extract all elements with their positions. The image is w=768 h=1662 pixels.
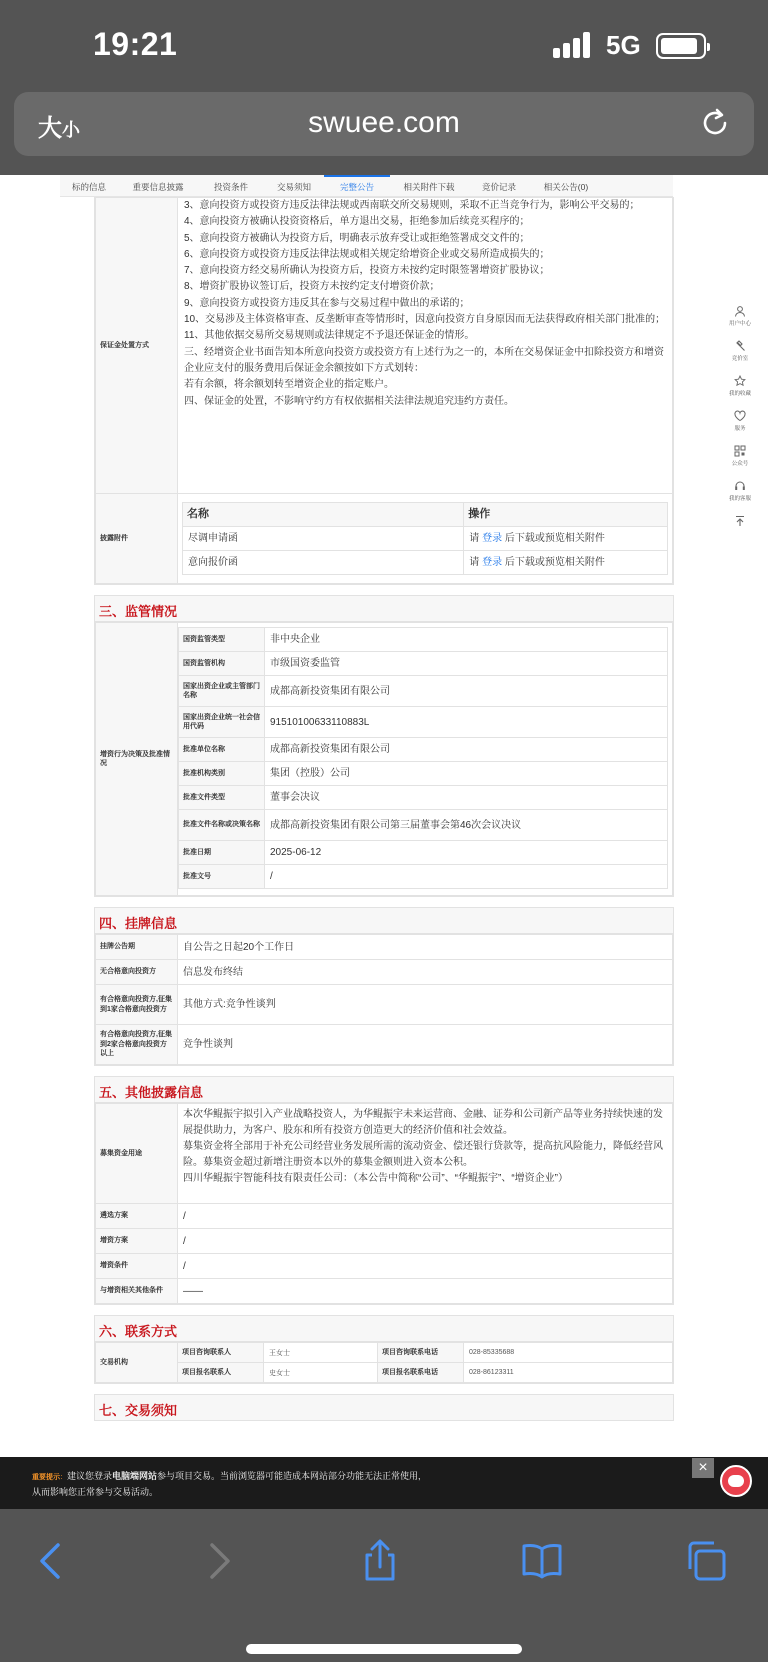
forward-icon[interactable]	[196, 1539, 240, 1583]
row-value: 成都高新投资集团有限公司	[265, 738, 668, 762]
fund-use-line: 募集资金将全部用于补充公司经营业务发展所需的流动资金、偿还银行贷款等，提高抗风险能力，降低经营风险。募集资金超过新增注册资本以外的募集金额则进入资本公积。	[183, 1141, 663, 1168]
side-nav-label: 我的收藏	[728, 391, 751, 397]
tab-disclosure[interactable]: 重要信息披露	[132, 182, 184, 192]
row-value: 自公告之日起20个工作日	[178, 935, 673, 960]
side-nav-label: 用户中心	[728, 321, 751, 327]
close-icon[interactable]: ×	[692, 1458, 714, 1478]
listing-section	[94, 907, 674, 1066]
table-row	[179, 707, 668, 738]
tab-invest-conditions[interactable]: 投资条件	[213, 182, 248, 192]
col-action-header: 操作	[464, 503, 668, 527]
attachments-table	[182, 502, 668, 575]
star-icon	[734, 375, 746, 387]
fund-use-line: 本次华鲲振宇拟引入产业战略投资人，为华鲲振宇未来运营商、金融、证券和公司新产品等业务持续快速的发展提供助力，为客户、股东和所有投资方创造更大的经济价值和社会效益。	[183, 1109, 663, 1136]
web-page	[0, 175, 768, 1460]
row-value: 91510100633110883L	[265, 707, 668, 738]
back-icon[interactable]	[30, 1539, 74, 1583]
section-title: 四、挂牌信息	[95, 908, 673, 934]
table-row	[179, 865, 668, 889]
attachments-cell	[178, 494, 673, 584]
col-name-header: 名称	[183, 503, 464, 527]
gavel-icon	[734, 340, 746, 352]
table-row	[96, 1279, 673, 1304]
signal-icon	[553, 32, 595, 58]
table-row	[96, 1363, 673, 1383]
side-nav	[722, 305, 758, 550]
row-label: 与增资相关其他条件	[96, 1279, 178, 1304]
url-text[interactable]: swuee.com	[308, 106, 460, 139]
deposit-rules	[178, 198, 673, 494]
attachments-label: 披露附件	[96, 494, 178, 584]
row-label: 国家出资企业或主管部门名称	[179, 676, 265, 707]
row-value: 2025-06-12	[265, 841, 668, 865]
table-row	[183, 527, 668, 551]
attachment-name: 意向报价函	[183, 551, 464, 575]
row-label: 批准文件名称或决策名称	[179, 810, 265, 841]
deposit-line: 7、意向投资方经交易所确认为投资方后，投资方未按约定时限签署增资扩股协议；	[184, 265, 550, 277]
contact-label: 项目报名联系人	[178, 1363, 264, 1383]
fund-use-line: 四川华鲲振宇智能科技有限责任公司：（本公告中简称“公司”、“华鲲振宇”、“增资企业”）	[183, 1173, 568, 1184]
notice-text: 重要提示：建议您登录电脑端网站参与项目交易。当前浏览器可能造成本网站部分功能无法正常使用, 从而影响您正常参与交易活动。	[32, 1471, 421, 1497]
address-bar[interactable]	[14, 92, 754, 156]
row-label: 批准日期	[179, 841, 265, 865]
text-size-small: 小	[62, 120, 80, 140]
side-nav-customer-service[interactable]	[722, 480, 758, 515]
row-label: 批准单位名称	[179, 738, 265, 762]
attachment-action	[464, 527, 668, 551]
network-type: 5G	[606, 30, 641, 60]
browser-toolbar	[0, 1509, 768, 1662]
reload-icon[interactable]	[698, 106, 732, 140]
browser-top-chrome	[0, 0, 768, 175]
tabs-icon[interactable]	[684, 1539, 728, 1583]
side-nav-service[interactable]	[722, 410, 758, 445]
deposit-line: 6、意向投资方或投资方违反法律法规或相关规定给增资企业或交易所造成损失的；	[184, 248, 550, 260]
deposit-label: 保证金处置方式	[96, 198, 178, 494]
row-label: 交易机构	[96, 1343, 178, 1383]
row-label: 批准机构类别	[179, 762, 265, 786]
row-label: 无合格意向投资方	[96, 960, 178, 985]
row-label: 增资条件	[96, 1254, 178, 1279]
section-title: 五、其他披露信息	[95, 1077, 673, 1103]
action-prefix: 请	[469, 557, 480, 568]
login-link[interactable]: 登录	[482, 557, 503, 568]
heart-icon	[734, 410, 746, 422]
row-value: /	[178, 1254, 673, 1279]
row-label: 批准文件类型	[179, 786, 265, 810]
contact-value: 028-85335688	[464, 1343, 673, 1363]
deposit-line: 10、交易涉及主体资格审查、反垄断审查等情形时，因意向投资方自身原因而无法获得政府相关部门批准的；	[184, 314, 666, 326]
row-value: 成都高新投资集团有限公司	[265, 676, 668, 707]
approval-cell	[178, 623, 673, 896]
table-row	[96, 960, 673, 985]
table-row	[179, 810, 668, 841]
row-value: 市级国资委监管	[265, 652, 668, 676]
contact-label: 项目咨询联系电话	[378, 1343, 464, 1363]
supervision-section	[94, 595, 674, 897]
deposit-line: 8、增资扩股协议签订后，投资方未按约定支付增资价款；	[184, 281, 440, 293]
side-nav-label: 公众号	[731, 461, 749, 467]
section-title: 六、联系方式	[95, 1316, 673, 1342]
deposit-line: 3、意向投资方或投资方违反法律法规或西南联交所交易规则，采取不正当竞争行为，影响公平交易的；	[184, 200, 640, 211]
row-label: 国资监管机构	[179, 652, 265, 676]
deposit-line: 9、意向投资方或投资方违反其在参与交易过程中做出的承诺的；	[184, 297, 470, 309]
action-suffix: 后下载或预览相关附件	[504, 533, 605, 544]
contact-value: 王女士	[264, 1343, 378, 1363]
row-label: 有合格意向投资方,征集到1家合格意向投资方	[96, 985, 178, 1025]
announcement-content	[94, 197, 674, 1431]
trade-notice-section	[94, 1394, 674, 1421]
side-nav-favorites[interactable]	[722, 375, 758, 410]
notice-tag: 重要提示	[32, 1474, 60, 1481]
deposit-line: 5、意向投资方被确认为投资方后，明确表示放弃受让或拒绝签署成交文件的；	[184, 232, 530, 244]
row-value: 信息发布终结	[178, 960, 673, 985]
deposit-line: 若有余额，将余额划转至增资企业的指定账户。	[184, 379, 394, 391]
chat-bubble-icon[interactable]	[720, 1465, 752, 1497]
table-row	[96, 1254, 673, 1279]
row-value: 董事会决议	[265, 786, 668, 810]
row-value: 非中央企业	[265, 628, 668, 652]
row-value: 成都高新投资集团有限公司第三届董事会第46次会议决议	[265, 810, 668, 841]
table-row	[96, 1025, 673, 1065]
battery-icon	[656, 33, 706, 59]
user-icon	[734, 305, 746, 317]
row-label: 挂牌公告期	[96, 935, 178, 960]
notice-line1-start: 建议您登录	[67, 1471, 113, 1481]
row-label: 国家出资企业统一社会信用代码	[179, 707, 265, 738]
share-icon[interactable]	[358, 1539, 402, 1583]
contact-label: 项目报名联系电话	[378, 1363, 464, 1383]
section-title: 三、监管情况	[95, 596, 673, 622]
other-disclosure-section	[94, 1076, 674, 1305]
row-value: /	[178, 1204, 673, 1229]
side-nav-user-center[interactable]	[722, 305, 758, 340]
table-row	[96, 935, 673, 960]
notice-line1-end: 参与项目交易。当前浏览器可能造成本网站部分功能无法正常使用,	[157, 1471, 421, 1481]
table-row	[179, 786, 668, 810]
table-row	[179, 652, 668, 676]
row-label: 募集资金用途	[96, 1104, 178, 1204]
table-row	[179, 628, 668, 652]
tab-attachments[interactable]: 相关附件下载	[403, 182, 455, 192]
text-size-big: 大	[38, 115, 62, 142]
approval-table	[178, 627, 668, 889]
approval-group-label: 增资行为决策及批准情况	[96, 623, 178, 896]
contact-label: 项目咨询联系人	[178, 1343, 264, 1363]
headset-icon	[734, 480, 746, 492]
tab-trade-notice[interactable]: 交易须知	[276, 182, 311, 192]
side-nav-back-to-top[interactable]	[722, 515, 758, 550]
row-value: 其他方式:竞争性谈判	[178, 985, 673, 1025]
notice-line2: 从而影响您正常参与交易活动。	[32, 1487, 159, 1497]
row-value: 集团（控股）公司	[265, 762, 668, 786]
table-row	[179, 738, 668, 762]
row-value: ——	[178, 1279, 673, 1304]
table-row	[96, 1104, 673, 1204]
deposit-line: 4、意向投资方被确认投资资格后，单方退出交易，拒绝参加后续竞买程序的；	[184, 216, 530, 228]
row-label: 国资监管类型	[179, 628, 265, 652]
fund-use-text	[178, 1104, 673, 1204]
deposit-line: 四、保证金的处置，不影响守约方有权依据相关法律法规追究违约方责任。	[184, 395, 514, 407]
row-label: 增资方案	[96, 1229, 178, 1254]
contact-value: 028-86123311	[464, 1363, 673, 1383]
action-suffix: 后下载或预览相关附件	[504, 557, 605, 568]
deposit-line: 三、经增资企业书面告知本所意向投资方或投资方有上述行为之一的，本所在交易保证金中扣除投资方和增资企业应支付的服务费用后保证金余额按如下方式划转：	[184, 346, 664, 374]
section-title: 七、交易须知	[95, 1395, 673, 1421]
side-nav-label: 竞价室	[731, 356, 749, 362]
status-time: 19:21	[93, 26, 178, 62]
row-value: /	[178, 1229, 673, 1254]
status-bar	[0, 0, 768, 90]
bookmarks-icon[interactable]	[520, 1539, 564, 1583]
home-indicator	[246, 1644, 522, 1654]
row-label: 有合格意向投资方,征集到2家合格意向投资方以上	[96, 1025, 178, 1065]
table-row	[179, 762, 668, 786]
tab-full-announcement[interactable]: 完整公告	[324, 175, 390, 196]
section-tabs	[60, 175, 673, 197]
tab-target-info[interactable]: 标的信息	[71, 182, 106, 192]
desktop-site-notice	[0, 1457, 768, 1509]
row-label: 遴选方案	[96, 1204, 178, 1229]
contact-section	[94, 1315, 674, 1384]
table-row	[179, 676, 668, 707]
table-row	[96, 985, 673, 1025]
desktop-site-link[interactable]: 电脑端网站	[112, 1471, 158, 1481]
attachment-action	[464, 551, 668, 575]
contact-value: 史女士	[264, 1363, 378, 1383]
row-label: 批准文号	[179, 865, 265, 889]
side-nav-label: 我的客服	[728, 496, 751, 502]
deposit-line: 11、其他依据交易所交易规则或法律规定不予退还保证金的情形。	[184, 330, 475, 342]
row-value: /	[265, 865, 668, 889]
side-nav-label: 服务	[734, 426, 746, 432]
table-row	[179, 841, 668, 865]
table-row	[183, 551, 668, 575]
tab-related-announcements[interactable]: 相关公告(0)	[543, 182, 589, 192]
side-nav-bidding-room[interactable]	[722, 340, 758, 375]
deposit-section	[94, 197, 674, 585]
table-row	[96, 1204, 673, 1229]
back-to-top-icon	[734, 515, 746, 527]
side-nav-official-account[interactable]	[722, 445, 758, 480]
tab-bid-records[interactable]: 竞价记录	[481, 182, 516, 192]
qrcode-icon	[734, 445, 746, 457]
table-row	[96, 1229, 673, 1254]
login-link[interactable]: 登录	[482, 533, 503, 544]
attachment-name: 尽调申请函	[183, 527, 464, 551]
row-value: 竞争性谈判	[178, 1025, 673, 1065]
table-row	[96, 1343, 673, 1363]
action-prefix: 请	[469, 533, 480, 544]
